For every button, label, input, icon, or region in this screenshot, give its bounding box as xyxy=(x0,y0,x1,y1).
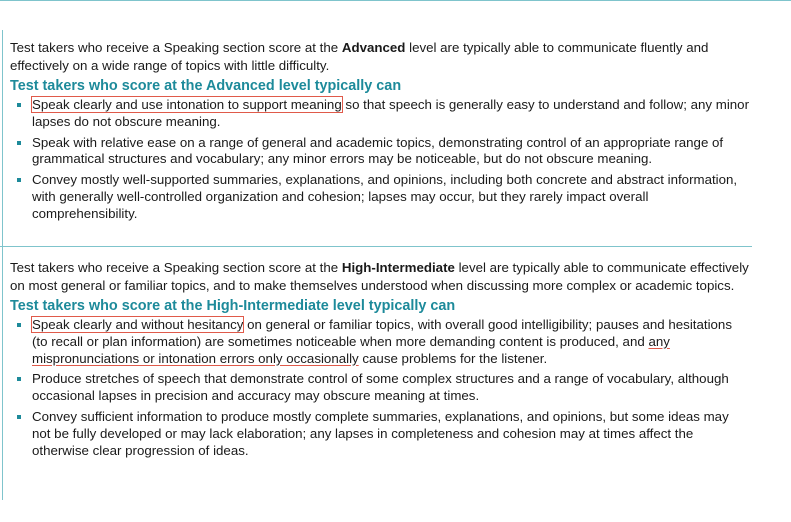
list-item xyxy=(10,97,750,131)
bullet-icon xyxy=(17,103,21,107)
advanced-intro-text-end: level are typically able to communicate fluently and effectively on a wide range of topics with little difficulty. xyxy=(10,40,709,73)
list-item-text: Speak with relative ease on a range of general and academic topics, demonstrating control of an appropriate range of grammatical structures and vocabulary; any minor errors may be noticeable, but do not obscure meaning. xyxy=(32,134,724,167)
high-intermediate-intro-text-end: level are typically able to communicate effectively on most general or familiar topics, and to make themselves understood when discussing more complex or academic topics. xyxy=(10,260,749,293)
list-item xyxy=(10,371,750,405)
top-border xyxy=(0,0,791,1)
advanced-level-name: Advanced xyxy=(341,40,406,55)
high-intermediate-heading: Test takers who score at the High-Intermediate level typically can xyxy=(10,298,456,314)
list-item xyxy=(10,317,750,367)
bullet-icon xyxy=(17,377,21,381)
advanced-section xyxy=(10,39,750,227)
list-item-text: Convey mostly well-supported summaries, explanations, and opinions, including both concrete and abstract information, with generally well-controlled organization and cohesion; lapses may occur, but they rarely impact overall comprehensibility. xyxy=(32,172,738,221)
list-item xyxy=(10,172,750,222)
advanced-heading: Test takers who score at the Advanced level typically can xyxy=(10,78,402,94)
bullet-icon xyxy=(17,415,21,419)
list-item-text: Produce stretches of speech that demonstrate control of some complex structures and a range of vocabulary, although occasional lapses in precision and accuracy may obscure meaning at times. xyxy=(32,371,729,404)
high-intermediate-section xyxy=(10,259,750,463)
list-item-text: on general or familiar topics, with overall good intelligibility; pauses and hesitations (to recall or plan information) are sometimes noticeable when more demanding content is produced, and xyxy=(32,317,732,349)
high-intermediate-bullet-list xyxy=(10,317,750,459)
high-intermediate-level-name: High-Intermediate xyxy=(341,260,455,275)
section-divider xyxy=(0,246,752,247)
list-item xyxy=(10,135,750,169)
high-intermediate-intro-text: Test takers who receive a Speaking section score at the xyxy=(10,260,342,275)
left-border xyxy=(2,30,3,500)
underlined-phrase: any mispronunciations or intonation errors only occasionally xyxy=(32,333,670,366)
advanced-intro-text: Test takers who receive a Speaking section score at the xyxy=(10,40,342,55)
list-item-text: Convey sufficient information to produce mostly complete summaries, explanations, and opinions, but some ideas may not be fully developed or may lack elaboration; any lapses in completeness and cohesion may at times affect the otherwise clear progression of ideas. xyxy=(32,408,729,458)
high-intermediate-intro xyxy=(10,259,750,294)
advanced-bullet-list xyxy=(10,97,750,223)
bullet-icon xyxy=(17,178,21,182)
list-item-text-end: cause problems for the listener. xyxy=(358,350,548,366)
bullet-icon xyxy=(17,323,21,327)
list-item-text: so that speech is generally easy to understand and follow; any minor lapses do not obscure meaning. xyxy=(32,97,750,129)
advanced-intro xyxy=(10,39,750,74)
highlighted-phrase: Speak clearly and without hesitancy xyxy=(32,317,244,332)
list-item xyxy=(10,409,750,459)
bullet-icon xyxy=(17,141,21,145)
highlighted-phrase: Speak clearly and use intonation to support meaning xyxy=(32,97,342,112)
